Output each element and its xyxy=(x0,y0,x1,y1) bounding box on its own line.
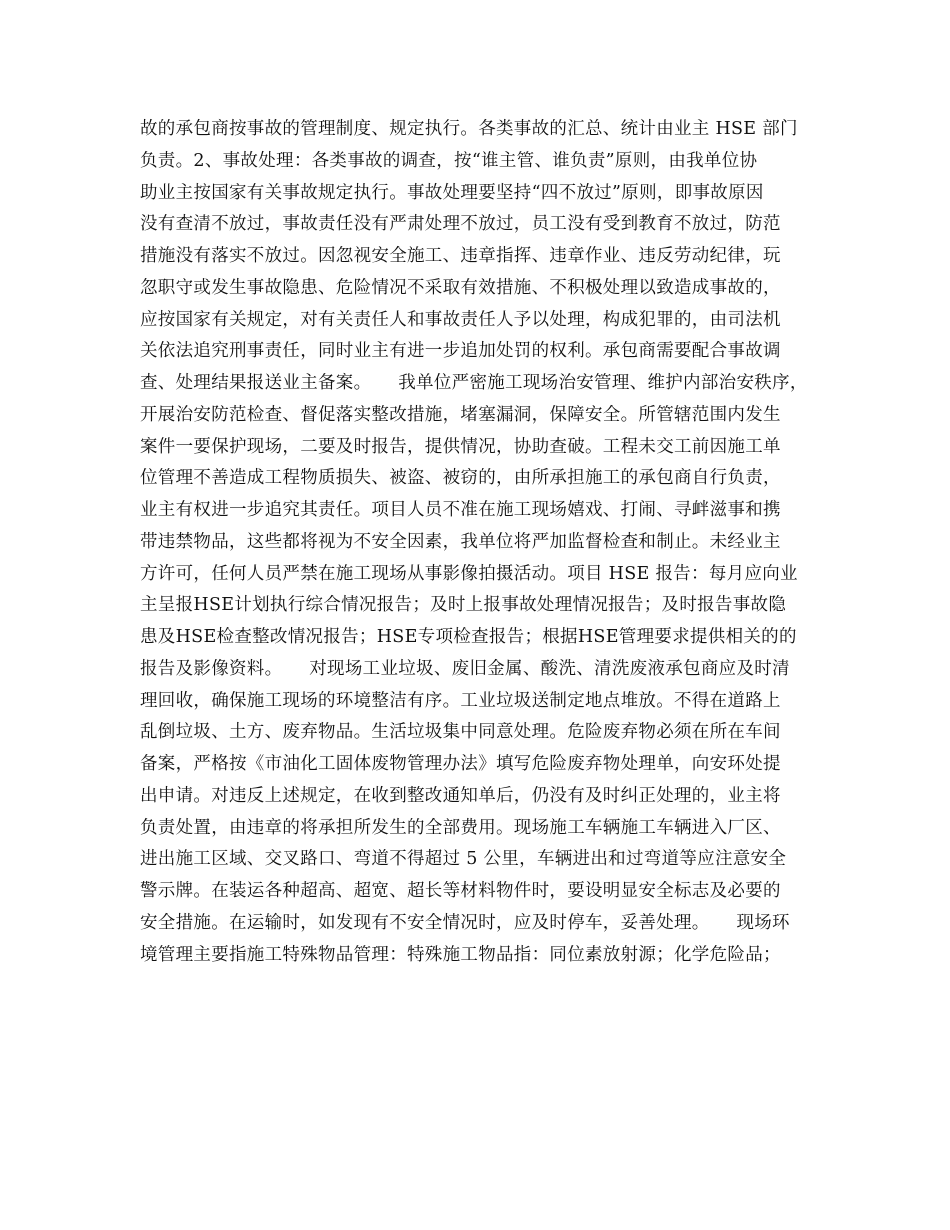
text-line: 忽职守或发生事故隐患、危险情况不采取有效措施、不积极处理以致造成事故的， xyxy=(140,277,781,298)
body-text xyxy=(140,114,830,971)
text-line: 患及HSE检查整改情况报告；HSE专项检查报告；根据HSE管理要求提供相关的的 xyxy=(140,627,797,647)
text-line: 查、处理结果报送业主备案。 我单位严密施工现场治安管理、维护内部治安秩序， xyxy=(140,373,808,393)
text-line: 应按国家有关规定，对有关责任人和事故责任人予以处理，构成犯罪的，由司法机 xyxy=(140,309,781,330)
text-line: 开展治安防范检查、督促落实整改措施，堵塞漏洞，保障安全。所管辖范围内发生 xyxy=(140,404,781,425)
text-line: 进出施工区域、交叉路口、弯道不得超过 5 公里，车辆进出和过弯道等应注意安全 xyxy=(140,849,787,870)
text-line: 安全措施。在运输时，如发现有不安全情况时，应及时停车，妥善处理。 现场环 xyxy=(140,912,790,933)
text-line: 乱倒垃圾、土方、废弃物品。生活垃圾集中同意处理。危险废弃物必须在所在车间 xyxy=(140,722,781,743)
text-line: 警示牌。在装运各种超高、超宽、超长等材料物件时，要设明显安全标志及必要的 xyxy=(140,881,781,901)
text-line: 境管理主要指施工特殊物品管理：特殊施工物品指：同位素放射源；化学危险品； xyxy=(140,944,781,965)
text-line: 出申请。对违反上述规定，在收到整改通知单后，仍没有及时纠正处理的，业主将 xyxy=(140,785,781,806)
text-line: 报告及影像资料。 对现场工业垃圾、废旧金属、酸洗、清洗废液承包商应及时清 xyxy=(140,658,790,679)
text-line: 负责。2、事故处理：各类事故的调查，按“谁主管、谁负责”原则，由我单位协 xyxy=(140,150,758,171)
text-line: 理回收，确保施工现场的环境整洁有序。工业垃圾送制定地点堆放。不得在道路上 xyxy=(140,690,781,711)
text-line: 负责处置，由违章的将承担所发生的全部费用。现场施工车辆施工车辆进入厂区、 xyxy=(140,817,781,838)
text-line: 没有查清不放过，事故责任没有严肃处理不放过，员工没有受到教育不放过，防范 xyxy=(140,214,781,235)
text-line: 案件一要保护现场，二要及时报告，提供情况，协助查破。工程未交工前因施工单 xyxy=(140,436,781,457)
text-line: 故的承包商按事故的管理制度、规定执行。各类事故的汇总、统计由业主 HSE 部门 xyxy=(140,119,798,139)
text-line: 位管理不善造成工程物质损失、被盗、被窃的，由所承担施工的承包商自行负责， xyxy=(140,468,781,489)
text-line: 助业主按国家有关事故规定执行。事故处理要坚持“四不放过”原则，即事故原因 xyxy=(140,182,764,203)
text-line: 关依法追究刑事责任，同时业主有进一步追加处罚的权利。承包商需要配合事故调 xyxy=(140,341,781,362)
text-line: 带违禁物品，这些都将视为不安全因素，我单位将严加监督检查和制止。未经业主 xyxy=(140,531,781,552)
text-line: 主呈报HSE计划执行综合情况报告；及时上报事故处理情况报告；及时报告事故隐 xyxy=(140,595,787,616)
text-line: 备案，严格按《市油化工固体废物管理办法》填写危险废弃物处理单，向安环处提 xyxy=(140,754,781,774)
text-line: 措施没有落实不放过。因忽视安全施工、违章指挥、违章作业、违反劳动纪律，玩 xyxy=(140,246,781,266)
text-line: 方许可，任何人员严禁在施工现场从事影像拍摄活动。项目 HSE 报告：每月应向业 xyxy=(140,563,798,584)
text-line: 业主有权进一步追究其责任。项目人员不准在施工现场嬉戏、打闹、寻衅滋事和携 xyxy=(140,500,781,520)
